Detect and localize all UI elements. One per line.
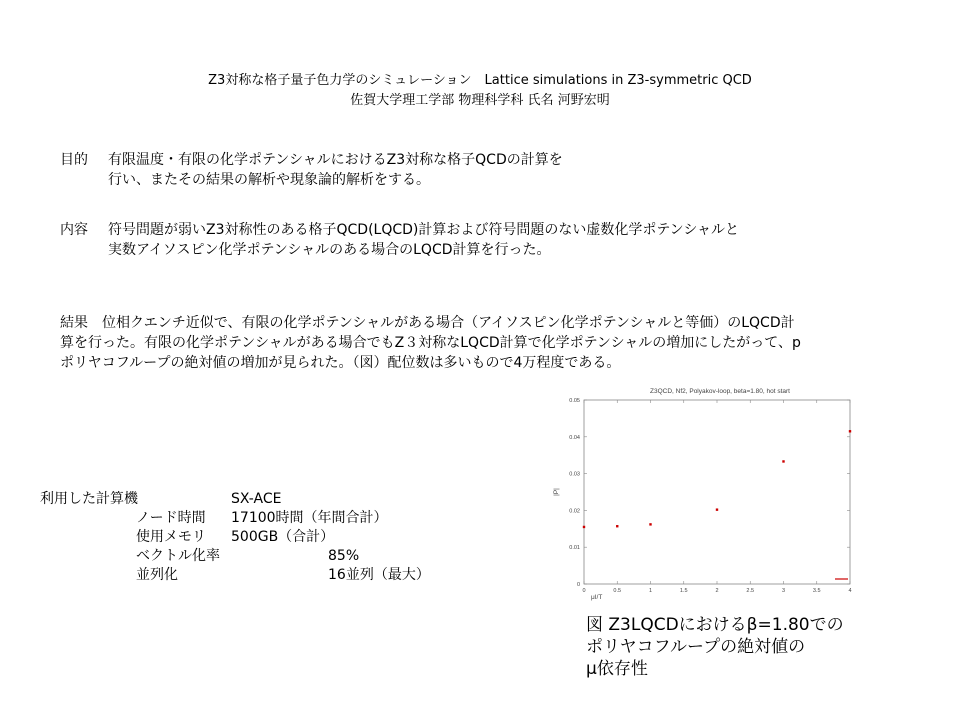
result-line <box>60 313 910 333</box>
memory-label: 使用メモリ <box>136 529 206 545</box>
content-section <box>60 220 880 264</box>
plot-frame <box>584 400 850 584</box>
data-point <box>583 526 585 528</box>
x-tick-label: 2 <box>715 588 719 594</box>
content-line: 実数アイソスピン化学ポテンシャルのある場合のLQCD計算を行った。 <box>108 242 551 258</box>
purpose-line: 行い、またその結果の解析や現象論的解析をする。 <box>108 172 430 188</box>
y-tick-label: 0.04 <box>569 434 580 441</box>
x-tick-label: 2.5 <box>746 588 755 594</box>
result-line-text: 位相クエンチ近似で、有限の化学ポテンシャルがある場合（アイソスピン化学ポテンシャルと等価）のLQCD計 <box>102 315 795 331</box>
polyakov-loop-chart <box>550 382 860 604</box>
parallel-value: 16並列（最大） <box>328 567 430 583</box>
result-line: ポリヤコフループの絶対値の増加が見られた。（図）配位数は多いもので4万程度である。 <box>60 355 621 371</box>
y-axis-ticks <box>569 398 850 588</box>
data-point <box>649 523 651 525</box>
chart-title: Z3QCD, Nf2, Polyakov-loop, beta=1.80, hot start <box>649 388 791 395</box>
resources-heading: 利用した計算機 <box>40 491 138 507</box>
x-axis-label: μI/T <box>591 594 603 601</box>
parallel-label: 並列化 <box>136 567 178 583</box>
memory-value: 500GB（合計） <box>231 529 335 545</box>
affiliation: 佐賀大学理工学部 物理科学科 氏名 河野宏明 <box>350 93 610 108</box>
node-time-label: ノード時間 <box>136 510 206 526</box>
caption-line: 図 Z3LQCDにおけるβ=1.80での <box>586 615 844 635</box>
content-label: 内容 <box>60 222 88 238</box>
result-section <box>60 313 910 373</box>
vectorization-value: 85% <box>328 548 360 564</box>
page-title: Z3対称な格子量子色力学のシミュレーション Lattice simulations in Z3-symmetric QCD <box>208 73 752 88</box>
y-axis-label: |P| <box>553 488 560 496</box>
node-time-value: 17100時間（年間合計） <box>231 510 388 526</box>
data-point <box>616 525 618 527</box>
y-tick-label: 0.05 <box>569 398 580 404</box>
x-tick-label: 1 <box>648 588 653 594</box>
x-tick-label: 0.5 <box>613 588 622 594</box>
x-tick-label: 0 <box>582 588 586 594</box>
figure-caption <box>586 614 844 680</box>
content-text <box>108 220 739 260</box>
x-axis-ticks <box>582 400 851 594</box>
purpose-text <box>108 150 563 190</box>
caption-line: μ依存性 <box>586 659 648 679</box>
resources-machine: SX-ACE <box>231 491 282 507</box>
y-tick-label: 0.02 <box>569 508 580 515</box>
vectorization-label: ベクトル化率 <box>136 548 220 564</box>
data-point <box>782 460 784 462</box>
y-tick-label: 0 <box>576 582 580 588</box>
content-line: 符号問題が弱いZ3対称性のある格子QCD(LQCD)計算および符号問題のない虚数化学ポテンシャルと <box>108 222 740 238</box>
data-point <box>849 430 851 432</box>
y-tick-label: 0.01 <box>569 545 580 552</box>
data-point <box>716 508 718 510</box>
x-tick-label: 4 <box>848 588 852 594</box>
x-tick-label: 3.5 <box>812 588 821 594</box>
caption-line: ポリヤコフループの絶対値の <box>586 637 806 657</box>
x-tick-label: 1.5 <box>679 588 688 594</box>
x-tick-label: 3 <box>781 588 786 594</box>
result-line: 算を行った。有限の化学ポテンシャルがある場合でもZ３対称なLQCD計算で化学ポテンシャルの増加にしたがって、p <box>60 335 801 351</box>
purpose-section <box>60 150 760 194</box>
y-tick-label: 0.03 <box>569 471 580 478</box>
purpose-label: 目的 <box>60 152 88 168</box>
purpose-line: 有限温度・有限の化学ポテンシャルにおけるZ3対称な格子QCDの計算を <box>108 152 563 168</box>
data-points <box>583 430 851 528</box>
resources-table <box>40 490 460 590</box>
result-label: 結果 <box>60 315 88 331</box>
